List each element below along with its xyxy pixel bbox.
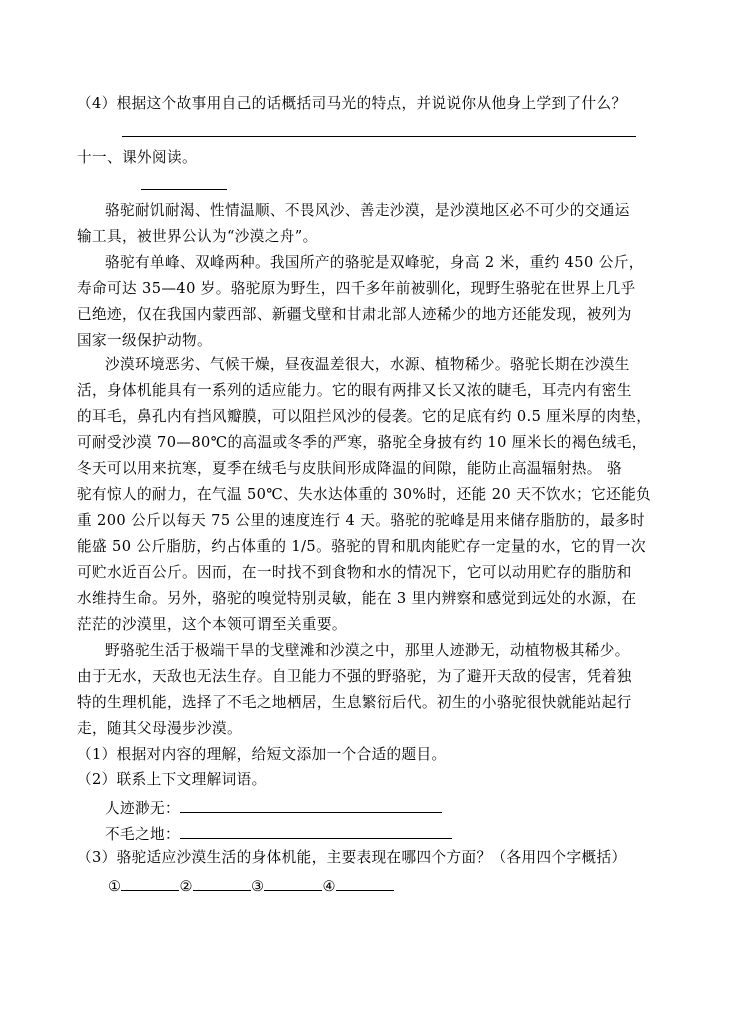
q3-answer-row [108, 874, 708, 897]
para3-line1: 沙漠环境恶劣、气候干燥，昼夜温差很大，水源、植物稀少。骆驼长期在沙漠生 [105, 356, 630, 373]
para4-line4: 走，随其父母漫步沙漠。 [77, 720, 242, 737]
para1-line1: 骆驼耐饥耐渴、性情温顺、不畏风沙、善走沙漠，是沙漠地区必不可少的交通运 [105, 202, 630, 219]
para3-line4: 可耐受沙漠 70—80℃的高温或冬季的严寒，骆驼全身披有约 10 厘米长的褐色绒毛， [77, 434, 647, 451]
question-3: （3）骆驼适应沙漠生活的身体机能，主要表现在哪四个方面？（各用四个字概括） [77, 849, 627, 866]
para4-line2: 由于无水，天敌也无法生存。自卫能力不强的野骆驼，为了避开天敌的侵害，凭着独 [77, 668, 632, 685]
mark-3: ③ [250, 878, 265, 895]
para4-line3: 特的生理机能，选择了不毛之地栖居，生息繁衍后代。初生的小骆驼很快就能站起行 [77, 694, 632, 711]
para4-line1: 野骆驼生活于极端干旱的戈壁滩和沙漠之中，那里人迹渺无，动植物极其稀少。 [105, 642, 630, 659]
term-1-answer-blank[interactable] [180, 796, 442, 813]
q3-answer-blank-4[interactable] [336, 874, 394, 891]
term-2-label: 不毛之地： [105, 826, 180, 843]
term-row-1 [105, 796, 705, 819]
term-row-2 [105, 822, 705, 845]
para3-line2: 活，身体机能具有一系列的适应能力。它的眼有两排又长又浓的睫毛，耳壳内有密生 [77, 382, 632, 399]
para2-line3: 已绝迹，仅在我国内蒙西部、新疆戈壁和甘肃北部人迹稀少的地方还能发现，被列为 [77, 306, 632, 323]
mark-2: ② [179, 878, 193, 895]
question-2: （2）联系上下文理解词语。 [77, 771, 267, 788]
q3-answer-blank-2[interactable] [193, 874, 251, 891]
para3-line5: 冬天可以用来抗寒，夏季在绒毛与皮肤间形成降温的间隙，能防止高温辐射热。 骆 [77, 460, 622, 477]
para3-line6: 驼有惊人的耐力，在气温 50℃、失水达体重的 30%时，还能 20 天不饮水；它还能负 [77, 486, 652, 503]
para3-line10: 水维持生命。另外，骆驼的嗅觉特别灵敏，能在 3 里内辨察和感觉到远处的水源，在 [77, 590, 637, 607]
q3-answer-blank-3[interactable] [264, 874, 322, 891]
term-1-label: 人迹渺无： [105, 800, 180, 817]
title-blank-line[interactable] [141, 189, 227, 190]
para2-line4: 国家一级保护动物。 [77, 332, 212, 349]
para2-line2: 寿命可达 35—40 岁。骆驼原为野生，四千多年前被驯化，现野生骆驼在世界上几乎 [77, 280, 636, 297]
para3-line8: 能盛 50 公斤脂肪，约占体重的 1/5。骆驼的胃和肌肉能贮存一定量的水，它的胃一次 [77, 538, 646, 555]
para3-line3: 的耳毛，鼻孔内有挡风瓣膜，可以阻拦风沙的侵袭。它的足底有约 0.5 厘米厚的肉垫， [77, 408, 652, 425]
term-2-answer-blank[interactable] [180, 822, 452, 839]
q3-answer-blank-1[interactable] [121, 874, 179, 891]
para3-line7: 重 200 公斤以每天 75 公里的速度连行 4 天。骆驼的驼峰是用来储存脂肪的，最多时 [77, 512, 646, 529]
para3-line9: 可贮水近百公斤。因而，在一时找不到食物和水的情况下，它可以动用贮存的脂肪和 [77, 564, 632, 581]
para1-line2: 输工具，被世界公认为“沙漠之舟”。 [77, 228, 318, 245]
answer-line-q4[interactable] [122, 136, 636, 137]
question-4: （4）根据这个故事用自己的话概括司马光的特点，并说说你从他身上学到了什么？ [77, 95, 627, 112]
mark-1: ① [108, 878, 122, 895]
question-1: （1）根据对内容的理解，给短文添加一个合适的题目。 [77, 746, 447, 763]
mark-4: ④ [322, 878, 336, 895]
para3-line11: 茫茫的沙漠里，这个本领可谓至关重要。 [77, 616, 347, 633]
section-title: 十一、课外阅读。 [77, 149, 197, 166]
para2-line1: 骆驼有单峰、双峰两种。我国所产的骆驼是双峰驼，身高 2 米，重约 450 公斤， [105, 254, 644, 271]
